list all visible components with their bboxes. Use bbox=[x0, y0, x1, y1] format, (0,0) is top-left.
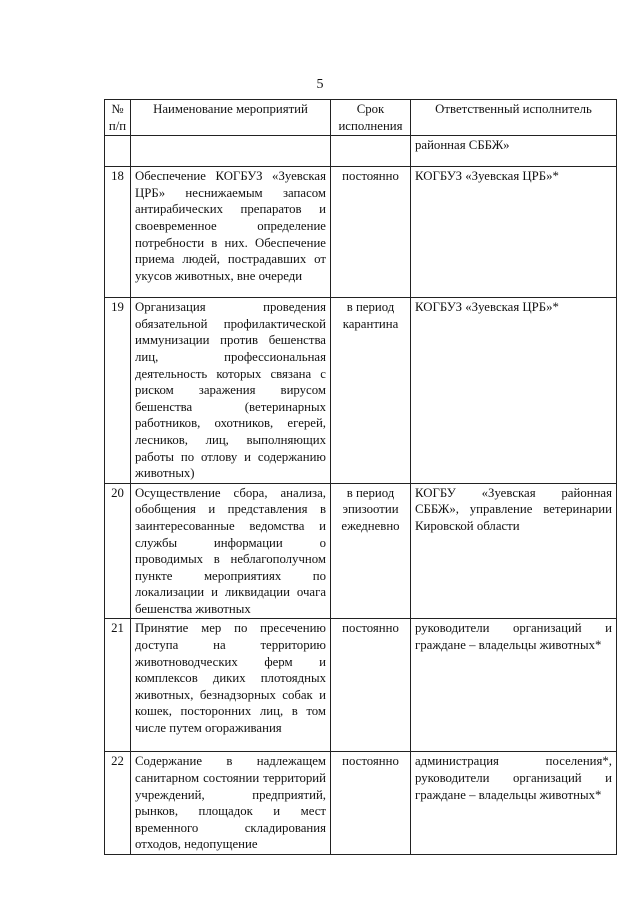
table-row-continuation bbox=[105, 136, 617, 167]
page-number: 5 bbox=[316, 77, 324, 92]
cell-term: в период эпизоотии ежедневно bbox=[331, 483, 411, 619]
table-row bbox=[105, 298, 617, 484]
cell-num: 18 bbox=[105, 167, 131, 298]
cell-term: постоянно bbox=[331, 619, 411, 752]
table-header-row bbox=[105, 100, 617, 136]
cell-responsible: руководители организаций и граждане – владельцы животных* bbox=[411, 619, 617, 752]
header-name: Наименование мероприятий bbox=[131, 100, 331, 136]
cell-term bbox=[331, 136, 411, 167]
cell-name: Обеспечение КОГБУЗ «Зуевская ЦРБ» неснижаемым запасом антирабических препаратов и своевременное определение потребности в них. Обеспечение приема людей, пострадавших от укусов животных, вне очереди bbox=[131, 167, 331, 298]
header-responsible: Ответственный исполнитель bbox=[411, 100, 617, 136]
cell-num: 21 bbox=[105, 619, 131, 752]
cell-name: Организация проведения обязательной профилактической иммунизации против бешенства лиц, профессиональная деятельность которых связана с риском заражения вирусом бешенства (ветеринарных работников, охотников, егерей, лесников, лиц, выполняющих работы по отлову и содержанию животных) bbox=[131, 298, 331, 484]
cell-responsible: КОГБУЗ «Зуевская ЦРБ»* bbox=[411, 298, 617, 484]
table-row bbox=[105, 167, 617, 298]
cell-name: Принятие мер по пресечению доступа на территорию животноводческих ферм и комплексов диких плотоядных животных, безнадзорных собак и кошек, посторонних лиц, в том числе путем огораживания bbox=[131, 619, 331, 752]
header-term: Срок исполнения bbox=[331, 100, 411, 136]
cell-responsible: районная СББЖ» bbox=[411, 136, 617, 167]
cell-name: Содержание в надлежащем санитарном состоянии территорий учреждений, предприятий, рынков, площадок и мест временного складирования отходов, недопущение bbox=[131, 752, 331, 855]
cell-responsible: КОГБУЗ «Зуевская ЦРБ»* bbox=[411, 167, 617, 298]
table-row bbox=[105, 483, 617, 619]
cell-term: постоянно bbox=[331, 752, 411, 855]
cell-term: в период карантина bbox=[331, 298, 411, 484]
cell-name bbox=[131, 136, 331, 167]
cell-num: 20 bbox=[105, 483, 131, 619]
cell-num: 22 bbox=[105, 752, 131, 855]
table-row bbox=[105, 619, 617, 752]
table-row bbox=[105, 752, 617, 855]
cell-name: Осуществление сбора, анализа, обобщения и представления в заинтересованные ведомства и службы информации о проводимых в неблагополучном пункте мероприятиях по локализации и ликвидации очага бешенства животных bbox=[131, 483, 331, 619]
cell-responsible: администрация поселения*, руководители организаций и граждане – владельцы животных* bbox=[411, 752, 617, 855]
header-num: № п/п bbox=[105, 100, 131, 136]
cell-responsible: КОГБУ «Зуевская районная СББЖ», управление ветеринарии Кировской области bbox=[411, 483, 617, 619]
measures-table bbox=[104, 99, 617, 855]
cell-num bbox=[105, 136, 131, 167]
cell-term: постоянно bbox=[331, 167, 411, 298]
cell-num: 19 bbox=[105, 298, 131, 484]
